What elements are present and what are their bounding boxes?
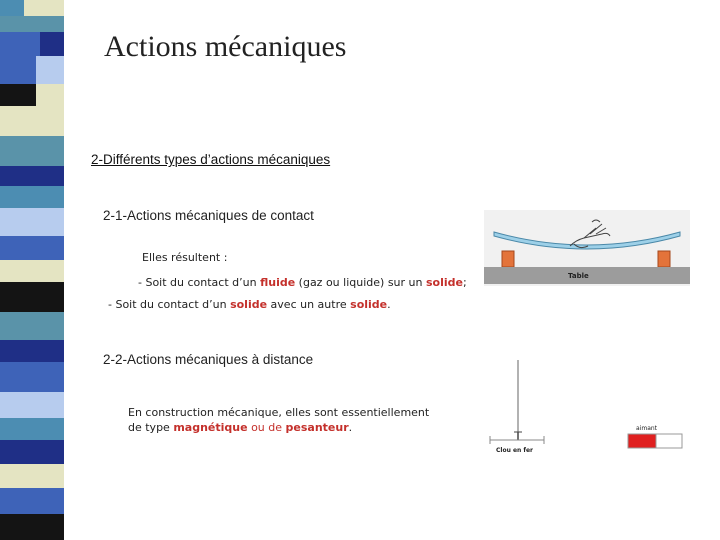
text: de type xyxy=(128,421,174,434)
text: - Soit du contact d’un xyxy=(138,276,261,289)
distance-heading: 2-2-Actions mécaniques à distance xyxy=(103,352,314,367)
term-magnetique: magnétique xyxy=(173,421,248,434)
distance-line-1: En construction mécanique, elles sont essentiellement xyxy=(128,406,430,419)
text: ou de xyxy=(247,421,286,434)
table-label: Table xyxy=(568,272,589,280)
left-support xyxy=(502,251,514,267)
distance-line-2 xyxy=(128,421,352,434)
text: avec un autre xyxy=(267,298,351,311)
contact-line-fluid xyxy=(138,276,467,289)
magnet-label: aimant xyxy=(636,425,658,432)
decorative-stripe xyxy=(0,0,64,540)
section-heading: 2-Différents types d’actions mécaniques xyxy=(91,152,331,167)
text: . xyxy=(387,298,391,311)
contact-heading: 2-1-Actions mécaniques de contact xyxy=(103,208,314,223)
term-solide: solide xyxy=(425,276,463,289)
term-pesanteur: pesanteur xyxy=(285,421,349,434)
term-solide: solide xyxy=(350,298,388,311)
contact-line-solid xyxy=(108,298,391,311)
nail-label: Clou en fer xyxy=(496,447,534,454)
right-support xyxy=(658,251,670,267)
text: - Soit du contact d’un xyxy=(108,298,231,311)
slide-title: Actions mécaniques xyxy=(104,30,347,63)
magnet-white-pole xyxy=(656,434,682,448)
text: . xyxy=(348,421,353,434)
term-solide: solide xyxy=(230,298,268,311)
term-fluide: fluide xyxy=(260,276,296,289)
text: ; xyxy=(462,276,467,289)
contact-figure xyxy=(484,210,690,286)
distance-figure xyxy=(484,360,688,460)
text: (gaz ou liquide) sur un xyxy=(295,276,426,289)
contact-intro: Elles résultent : xyxy=(142,251,228,264)
magnet-red-pole xyxy=(628,434,656,448)
